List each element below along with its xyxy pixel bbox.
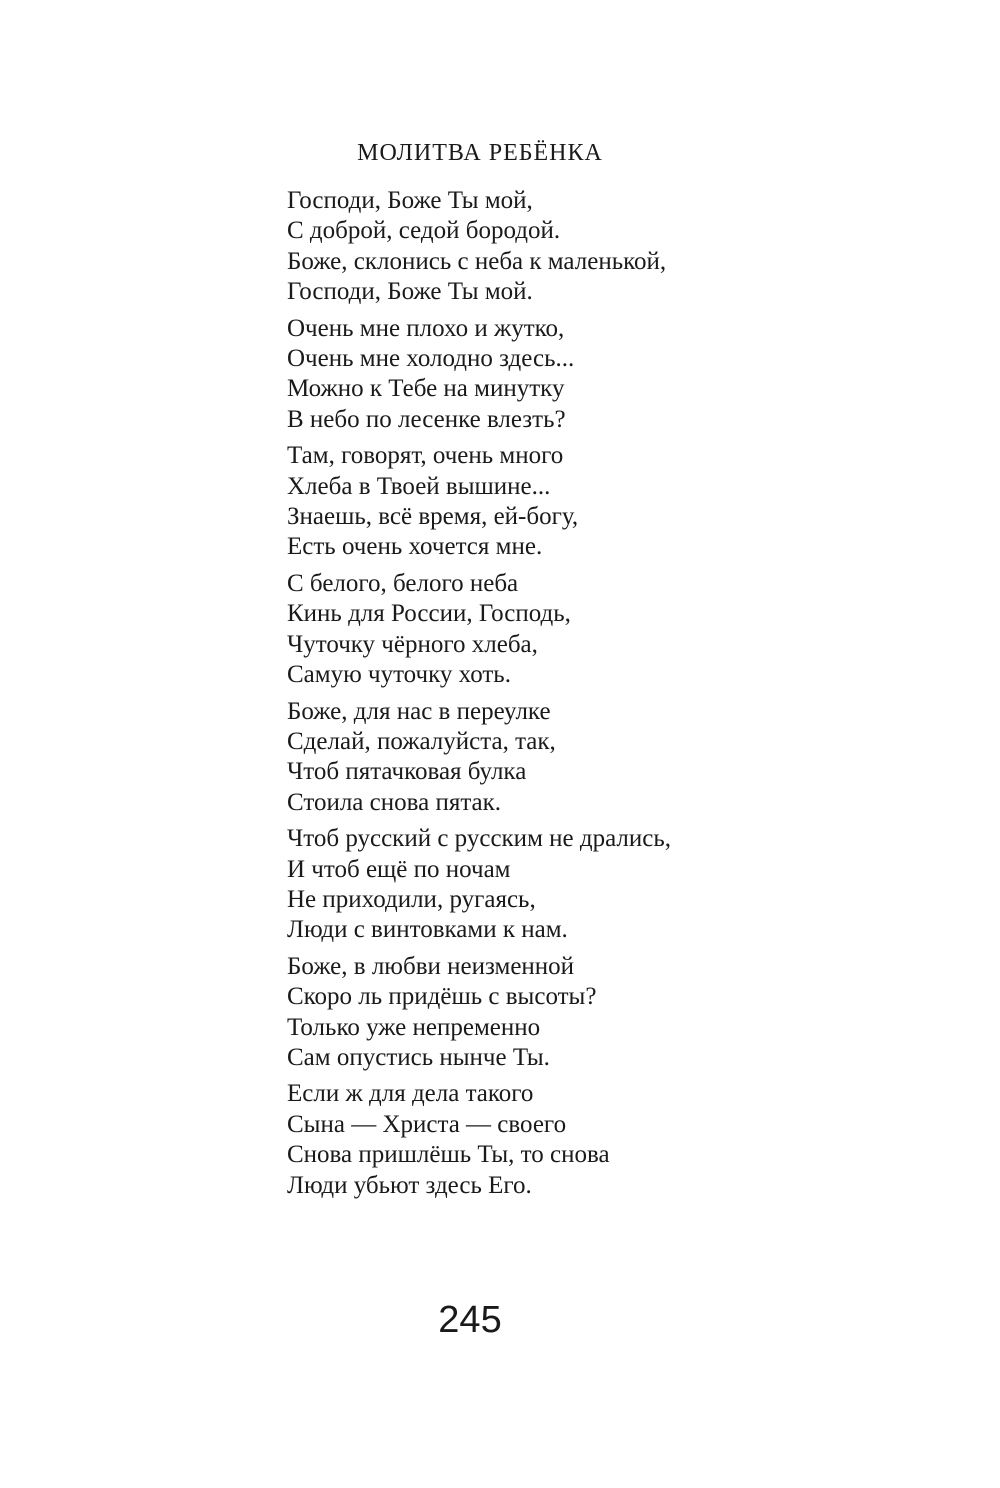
poem-line: Стоила снова пятак. — [287, 788, 502, 816]
poem-line: Люди с винтовками к нам. — [287, 916, 568, 944]
stanza — [287, 314, 967, 436]
poem-line: Не приходили, ругаясь, — [287, 885, 536, 913]
poem-line: Только уже непременно — [287, 1013, 541, 1041]
poem-line: Чтоб русский с русским не дрались, — [287, 825, 671, 853]
poem-line: Снова пришлёшь Ты, то снова — [287, 1141, 610, 1169]
poem-body — [287, 186, 967, 1207]
poem-line: Самую чуточку хоть. — [287, 661, 511, 689]
poem-line: Боже, склонись с неба к маленькой, — [287, 247, 667, 275]
poem-line: Чтоб пятачковая булка — [287, 758, 527, 786]
poem-line: Хлеба в Твоей вышине... — [287, 472, 551, 500]
poem-line: С доброй, седой бородой. — [287, 217, 561, 245]
poem-line: Знаешь, всё время, ей-богу, — [287, 503, 579, 531]
stanza — [287, 186, 967, 308]
stanza — [287, 1079, 967, 1201]
poem-title: МОЛИТВА РЕБЁНКА — [357, 140, 603, 166]
poem-line: Очень мне холодно здесь... — [287, 345, 575, 373]
poem-line: Боже, в любви неизменной — [287, 952, 575, 980]
poem-line: Люди убьют здесь Его. — [287, 1171, 532, 1199]
poem-line: Господи, Боже Ты мой. — [287, 278, 533, 306]
stanza — [287, 697, 967, 819]
poem-line: Чуточку чёрного хлеба, — [287, 630, 538, 658]
poem-line: Там, говорят, очень много — [287, 442, 564, 470]
poem-line: В небо по лесенке влезть? — [287, 405, 566, 433]
poem-line: Сына — Христа — своего — [287, 1110, 567, 1138]
poem-line: Очень мне плохо и жутко, — [287, 314, 565, 342]
stanza — [287, 569, 967, 691]
poem-line: Если ж для дела такого — [287, 1080, 534, 1108]
stanza — [287, 952, 967, 1074]
poem-line: Сделай, пожалуйста, так, — [287, 727, 556, 755]
stanza — [287, 441, 967, 563]
stanza — [287, 824, 967, 946]
poem-line: Можно к Тебе на минутку — [287, 375, 565, 403]
poem-line: Сам опустись нынче Ты. — [287, 1043, 550, 1071]
page-number: 245 — [438, 1299, 502, 1341]
poem-line: Господи, Боже Ты мой, — [287, 187, 533, 214]
poem-line: Скоро ль придёшь с высоты? — [287, 983, 597, 1011]
poem-line: Боже, для нас в переулке — [287, 697, 551, 725]
poem-line: С белого, белого неба — [287, 569, 519, 597]
poem-line: Кинь для России, Господь, — [287, 600, 571, 628]
poem-line: Есть очень хочется мне. — [287, 533, 543, 561]
poem-line: И чтоб ещё по ночам — [287, 855, 511, 883]
